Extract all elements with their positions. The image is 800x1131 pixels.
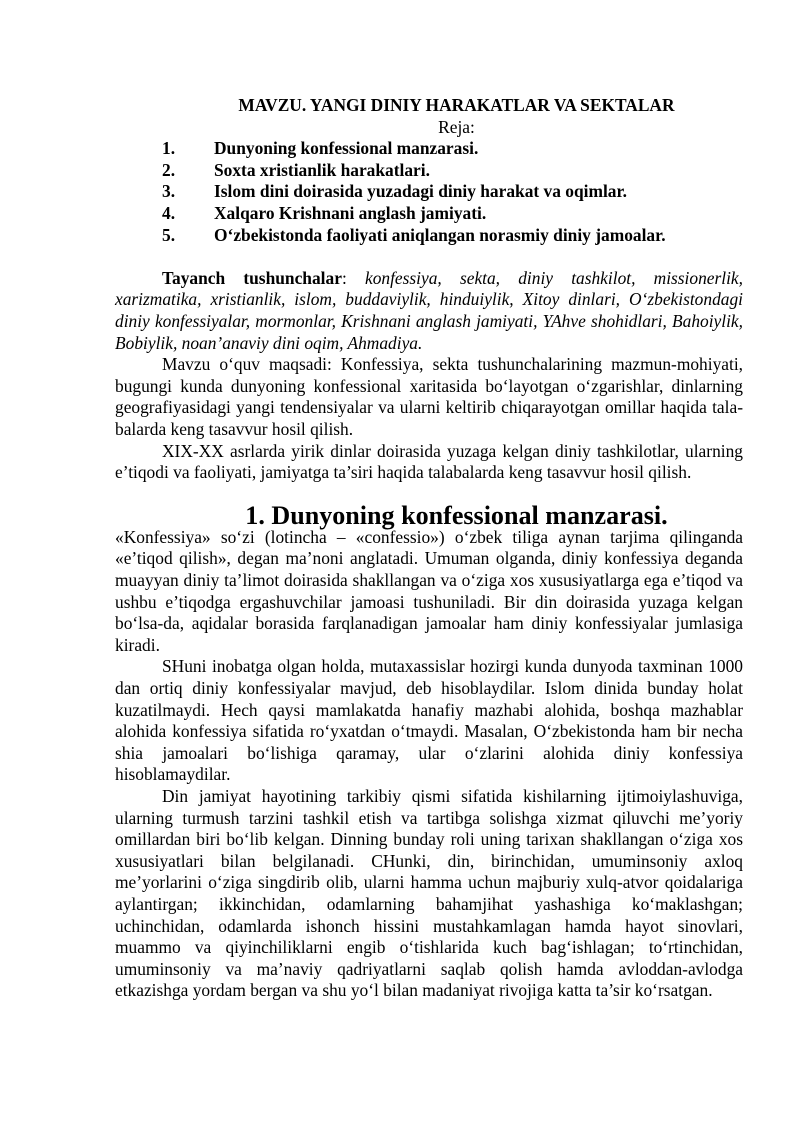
plan-item (162, 138, 743, 160)
plan-item-text: Islom dini doirasida yuzadagi diniy harakat va oqimlar. (214, 181, 627, 202)
plan-item-text: O‘zbekistonda faoliyati aniqlangan norasmiy diniy jamoalar. (214, 224, 666, 245)
plan-item-text: Dunyoning konfessional manzarasi. (214, 138, 479, 159)
plan-item-number: 4. (162, 202, 176, 223)
plan-item (162, 160, 743, 182)
plan-item (162, 203, 743, 225)
plan-item-number: 2. (162, 159, 176, 180)
keywords-paragraph (115, 268, 743, 354)
plan-item-text: Xalqaro Krishnani anglash jamiyati. (214, 202, 487, 223)
document-title: MAVZU. YANGI DINIY HARAKATLAR VA SEKTALAR (238, 95, 675, 115)
keywords-label: Tayanch tushunchalar (162, 267, 342, 288)
plan-label: Reja: (438, 116, 475, 137)
plan-item-number: 1. (162, 138, 176, 159)
keywords-text: konfessiya, sekta, diniy tashkilot, missionerlik, xarizmatika, xristianlik, islom, buddaviylik, hinduiylik, Xitoy dinlari, O‘zbekistondagi diniy konfessiyalar, mormonlar, Krishnani anglash jamiyati, YAhve shohidlari, Bahoiylik, Bobiylik, noan’anaviy dini oqim, Ahmadiya. (115, 267, 743, 353)
plan-item-number: 5. (162, 224, 176, 245)
section-title: 1. Dunyoning konfessional manzarasi. (245, 501, 668, 531)
plan-item-text: Soxta xristianlik harakatlari. (214, 159, 430, 180)
spacer (115, 246, 743, 268)
plan-item-number: 3. (162, 181, 176, 202)
goal-paragraph: XIX-XX asrlarda yirik dinlar doirasida yuzaga kelgan diniy tashkilotlar, ularning e’tiqodi va faoliyati, jamiyatga ta’siri haqida talabalarda keng tasavvur hosil qilish. (115, 440, 743, 483)
body-paragraph: «Konfessiya» so‘zi (lotincha – «confessio») o‘zbek tiliga aynan tarjima qilinganda «e’tiqod qilish», degan ma’noni anglatadi. Umuman olganda, diniy konfessiya deganda muayyan diniy ta’limot doirasida shakllangan va o‘ziga xos xususiyatlarga ega e’tiqod va ushbu e’tiqodga ergashuvchilar jamoasi tushuniladi. Bir din doirasida yuzaga kelgan bo‘lsa-da, aqidalar borasida farqlanadigan jamoalar ham diniy konfessiyalar jumlasiga kiradi. (115, 526, 743, 655)
goal-paragraph: Mavzu o‘quv maqsadi: Konfessiya, sekta tushunchalarining mazmun-mohiyati, bugungi kunda dunyoning konfessional xaritasida bo‘layotgan o‘zgarishlar, dinlarning geografiyasidagi yangi tendensiyalar va ularni keltirib chiqarayotgan omillar haqida tala-balarda keng tasavvur hosil qilish. (115, 354, 743, 439)
plan-item (162, 181, 743, 203)
keywords-separator: : (341, 267, 365, 288)
plan-list (115, 138, 743, 246)
body-paragraph: Din jamiyat hayotining tarkibiy qismi sifatida kishilarning ijtimoiylashuviga, ularning turmush tarzini tashkil etish va tartibga solishga xizmat qiluvchi me’yoriy omillardan biri bo‘lib kelgan. Dinning bunday roli uning tarixan shakllangan o‘ziga xos xususiyatlari bilan belgilanadi. CHunki, din, birinchidan, umuminsoniy axloq me’yorlarini o‘ziga singdirib olib, ularni hamma uchun majburiy xulq-atvor qoidalariga aylantirgan; ikkinchidan, odamlarning bahamjihat yashashiga ko‘maklashgan; uchinchidan, odamlarda ishonch hissini mustahkamlagan hamda hayot sinovlari, muammo va qiyinchiliklarni engib o‘tishlarida kuch bag‘ishlagan; to‘rtinchidan, umuminsoniy va ma’naviy qadriyatlarni saqlab qolish hamda avloddan-avlodga etkazishga yordam bergan va shu yo‘l bilan madaniyat rivojiga katta ta’sir ko‘rsatgan. (115, 786, 743, 1001)
plan-item (162, 225, 743, 247)
body-paragraph: SHuni inobatga olgan holda, mutaxassislar hozirgi kunda dunyoda taxminan 1000 dan ortiq diniy konfessiyalar mavjud, deb hisoblaydilar. Islom dinida bunday holat kuzatilmaydi. Hech qaysi mamlakatda hanafiy mazhabi alohida, boshqa mazhablar alohida konfessiya sifatida ro‘yxatdan o‘tmaydi. Masalan, O‘zbekistonda ham bir necha shia jamoalari bo‘lishiga qaramay, ular o‘zlarini alohida diniy konfessiya hisoblamaydilar. (115, 656, 743, 785)
